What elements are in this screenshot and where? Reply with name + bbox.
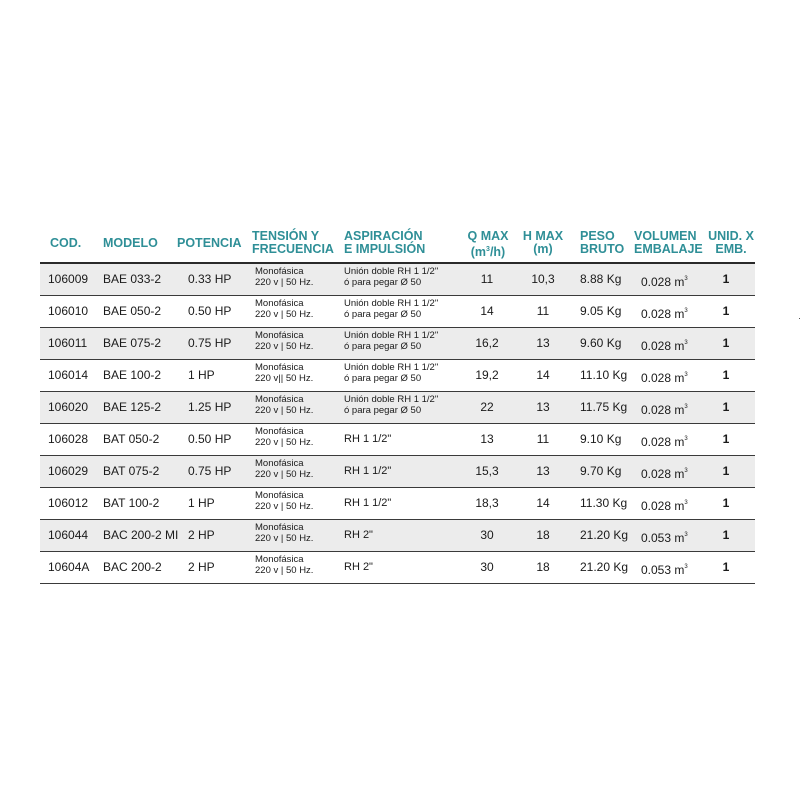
cell-unid: 1 [722,432,730,446]
table-row [40,424,755,456]
cell-potencia: 1 HP [188,368,215,382]
table-row [40,520,755,552]
cell-tension: Monofásica 220 v | 50 Hz. [255,554,314,576]
cell-volumen: 0.053 $m^3$ [641,563,688,577]
cell-cod: 106010 [48,304,89,318]
table-body [40,264,755,584]
product-spec-table [40,228,755,584]
cell-modelo: BAC 200-2 MI [103,528,179,542]
cell-aspiracion: Unión doble RH 1 1/2" ó para pegar Ø 50 [344,266,439,288]
cell-potencia: 0.33 HP [188,272,232,286]
cell-cod: 106020 [48,400,89,414]
header-tension: TENSIÓN Y FRECUENCIA [252,229,334,256]
header-hmax: H MAX (m) [522,229,564,256]
table-row [40,488,755,520]
cell-modelo: BAE 125-2 [103,400,162,414]
table-row [40,328,755,360]
cell-unid: 1 [722,560,730,574]
cell-volumen: 0.028 $m^3$ [641,307,688,321]
cell-modelo: BAC 200-2 [103,560,162,574]
cell-hmax: 10,3 [531,272,555,286]
header-potencia: POTENCIA [177,236,242,250]
cell-peso: 11.30 Kg [580,496,628,510]
header-qmax: Q MAX $(m^3/h)$ [467,229,509,260]
cell-tension: Monofásica 220 v|| 50 Hz. [255,362,314,384]
cell-cod: 106029 [48,464,89,478]
cell-potencia: 1.25 HP [188,400,232,414]
cell-hmax: 13 [536,336,550,350]
cell-hmax: 14 [536,496,550,510]
cell-cod: 106044 [48,528,89,542]
cell-potencia: 0.75 HP [188,464,232,478]
table-row [40,360,755,392]
cell-tension: Monofásica 220 v | 50 Hz. [255,298,314,320]
table-row [40,552,755,584]
cell-tension: Monofásica 220 v | 50 Hz. [255,330,314,352]
cell-aspiracion: RH 2" [344,561,373,573]
cell-unid: 1 [722,272,730,286]
cell-modelo: BAT 100-2 [103,496,160,510]
cell-modelo: BAE 075-2 [103,336,162,350]
cell-peso: 9.05 Kg [580,304,622,318]
cell-cod: 106011 [48,336,88,350]
cell-modelo: BAE 050-2 [103,304,162,318]
cell-tension: Monofásica 220 v | 50 Hz. [255,458,314,480]
table-header [40,228,755,264]
cell-peso: 9.10 Kg [580,432,622,446]
cell-qmax: 11 [480,272,494,286]
cell-volumen: 0.028 $m^3$ [641,467,688,481]
table-row [40,296,755,328]
cell-qmax: 18,3 [475,496,499,510]
cell-cod: 106014 [48,368,89,382]
cell-hmax: 18 [536,528,550,542]
cell-potencia: 2 HP [188,528,215,542]
cell-qmax: 15,3 [475,464,499,478]
cell-unid: 1 [722,400,730,414]
cell-qmax: 30 [480,560,494,574]
cell-hmax: 18 [536,560,550,574]
cell-qmax: 30 [480,528,494,542]
table-row [40,392,755,424]
cell-aspiracion: Unión doble RH 1 1/2" ó para pegar Ø 50 [344,362,439,384]
cell-potencia: 1 HP [188,496,215,510]
cell-cod: 106012 [48,496,89,510]
cell-volumen: 0.028 $m^3$ [641,403,688,417]
header-unid: UNID. X EMB. [708,229,754,256]
cell-qmax: 13 [480,432,494,446]
cell-aspiracion: RH 1 1/2" [344,497,392,509]
cell-hmax: 14 [536,368,550,382]
cell-qmax: 14 [480,304,494,318]
cell-modelo: BAE 100-2 [103,368,162,382]
cell-peso: 9.70 Kg [580,464,622,478]
cell-peso: 21.20 Kg [580,528,629,542]
header-peso: PESO BRUTO [580,229,625,256]
cell-qmax: 22 [480,400,494,414]
cell-modelo: BAE 033-2 [103,272,162,286]
cell-volumen: 0.028 $m^3$ [641,275,688,289]
cell-peso: 11.10 Kg [580,368,628,382]
cell-unid: 1 [722,528,730,542]
cell-peso: 11.75 Kg [580,400,628,414]
cell-tension: Monofásica 220 v | 50 Hz. [255,394,314,416]
cell-cod: 106028 [48,432,89,446]
cell-potencia: 0.50 HP [188,432,232,446]
cell-aspiracion: Unión doble RH 1 1/2" ó para pegar Ø 50 [344,330,439,352]
cell-cod: 106009 [48,272,89,286]
cell-volumen: 0.053 $m^3$ [641,531,688,545]
cell-modelo: BAT 050-2 [103,432,160,446]
cell-unid: 1 [722,336,730,350]
cell-tension: Monofásica 220 v | 50 Hz. [255,426,314,448]
cell-tension: Monofásica 220 v | 50 Hz. [255,522,314,544]
cell-hmax: 13 [536,464,550,478]
cell-aspiracion: RH 1 1/2" [344,465,392,477]
cell-hmax: 13 [536,400,550,414]
cell-unid: 1 [722,496,730,510]
table-row [40,264,755,296]
cell-peso: 8.88 Kg [580,272,622,286]
header-modelo: MODELO [103,236,158,250]
cell-aspiracion: Unión doble RH 1 1/2" ó para pegar Ø 50 [344,298,439,320]
cell-volumen: 0.028 $m^3$ [641,435,688,449]
cell-volumen: 0.028 $m^3$ [641,371,688,385]
table-row [40,456,755,488]
cell-potencia: 0.75 HP [188,336,232,350]
cell-peso: 9.60 Kg [580,336,622,350]
cell-unid: 1 [722,304,730,318]
cell-potencia: 0.50 HP [188,304,232,318]
cell-volumen: 0.028 $m^3$ [641,339,688,353]
cell-volumen: 0.028 $m^3$ [641,499,688,513]
cell-tension: Monofásica 220 v | 50 Hz. [255,490,314,512]
cell-peso: 21.20 Kg [580,560,629,574]
cell-aspiracion: Unión doble RH 1 1/2" ó para pegar Ø 50 [344,394,439,416]
header-cod: COD. [50,236,82,250]
header-aspiracion: ASPIRACIÓN E IMPULSIÓN [344,229,426,256]
cell-unid: 1 [722,464,730,478]
cell-qmax: 16,2 [475,336,499,350]
cell-potencia: 2 HP [188,560,215,574]
cell-modelo: BAT 075-2 [103,464,160,478]
cell-cod: 10604A [48,560,90,574]
cell-hmax: 11 [536,432,550,446]
cell-tension: Monofásica 220 v | 50 Hz. [255,266,314,288]
cell-hmax: 11 [536,304,550,318]
cell-aspiracion: RH 2" [344,529,373,541]
cell-aspiracion: RH 1 1/2" [344,433,392,445]
header-volumen: VOLUMEN EMBALAJE [634,229,703,256]
cell-unid: 1 [722,368,730,382]
cell-qmax: 19,2 [475,368,499,382]
